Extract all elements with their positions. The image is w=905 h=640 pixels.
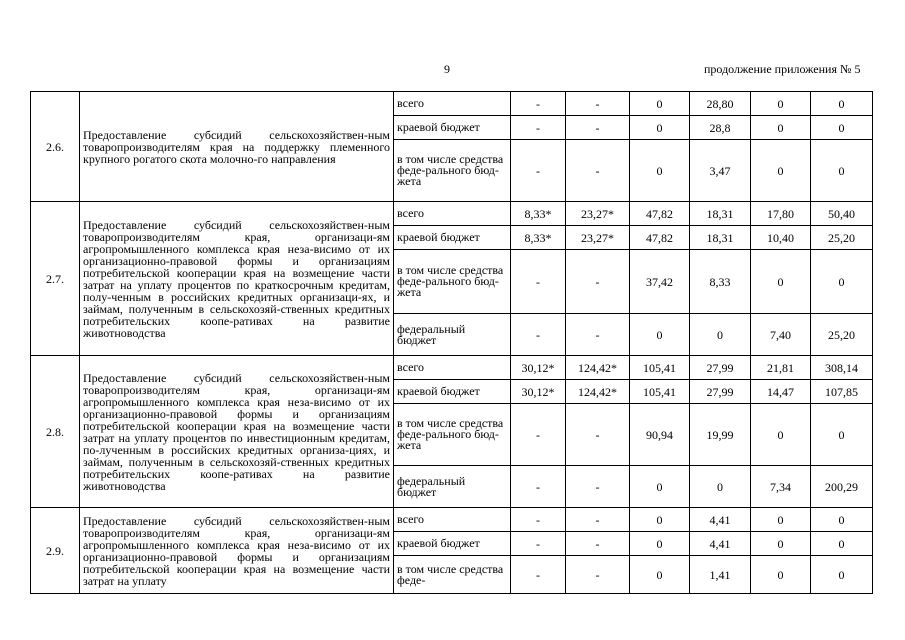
value-cell: 23,27* — [566, 226, 630, 250]
value-cell: 19,99 — [690, 404, 751, 466]
value-cell: 0 — [751, 532, 811, 556]
value-cell: 0 — [751, 140, 811, 202]
value-cell: 17,80 — [751, 202, 811, 226]
value-cell: 7,34 — [751, 466, 811, 508]
value-cell: - — [566, 140, 630, 202]
value-cell: - — [566, 532, 630, 556]
value-cell: 47,82 — [630, 202, 690, 226]
value-cell: 0 — [811, 404, 873, 466]
value-cell: 105,41 — [630, 356, 690, 380]
value-cell: - — [566, 116, 630, 140]
value-cell: 8,33* — [511, 226, 566, 250]
value-cell: - — [511, 314, 566, 356]
item-number: 2.9. — [31, 508, 80, 594]
value-cell: 4,41 — [690, 508, 751, 532]
item-description: Предоставление субсидий сельскохозяйствен-ным товаропроизводителям края, организаци-ям агропромышленного комплекса края неза-висимо от их организационно-правовой формы и организациям потребительской кооперации края на возмещение части затрат на уплату процентов по инвестиционным кредитам, по-лученным в российских кредитных организа-циях, и займам, полученным в сельскохозяй-ственных кредитных потребительских коопе-ративах на развитие животноводства — [80, 356, 394, 508]
value-cell: 3,47 — [690, 140, 751, 202]
value-cell: 90,94 — [630, 404, 690, 466]
value-cell: 28,80 — [690, 92, 751, 116]
value-cell: 0 — [811, 532, 873, 556]
value-cell: 8,33* — [511, 202, 566, 226]
funding-source: краевой бюджет — [394, 532, 511, 556]
item-description: Предоставление субсидий сельскохозяйствен-ным товаропроизводителям края, организаци-ям агропромышленного комплекса края неза-висимо от их организационно-правовой формы и организациям потребительской кооперации края на возмещение части затрат на уплату — [80, 508, 394, 594]
value-cell: 105,41 — [630, 380, 690, 404]
table-row — [31, 356, 873, 380]
value-cell: 0 — [811, 140, 873, 202]
value-cell: 47,82 — [630, 226, 690, 250]
funding-source: в том числе средства феде-рального бюд-жета — [394, 404, 511, 466]
value-cell: 0 — [630, 532, 690, 556]
page-number: 9 — [444, 62, 450, 76]
value-cell: - — [511, 404, 566, 466]
value-cell: 0 — [690, 466, 751, 508]
funding-source: в том числе средства феде-рального бюд-жета — [394, 140, 511, 202]
item-description: Предоставление субсидий сельскохозяйствен-ным товаропроизводителям края, организаци-ям агропромышленного комплекса края неза-висимо от их организационно-правовой формы и организациям потребительской кооперации края на возмещение части затрат на уплату процентов по краткосрочным кредитам, полу-ченным в российских кредитных организаци-ях, и займам, полученным в сельскохозяй-ственных кредитных потребительских коопе-ративах на развитие животноводства — [80, 202, 394, 356]
item-description: Предоставление субсидий сельскохозяйствен-ным товаропроизводителям края на поддержку племенного крупного рогатого скота молочно-го направления — [80, 92, 394, 202]
value-cell: - — [566, 92, 630, 116]
value-cell: 7,40 — [751, 314, 811, 356]
value-cell: - — [566, 404, 630, 466]
funding-source: всего — [394, 92, 511, 116]
value-cell: 0 — [630, 92, 690, 116]
table-row — [31, 92, 873, 116]
value-cell: 23,27* — [566, 202, 630, 226]
value-cell: 4,41 — [690, 532, 751, 556]
value-cell: - — [511, 92, 566, 116]
value-cell: 50,40 — [811, 202, 873, 226]
value-cell: 0 — [751, 508, 811, 532]
value-cell: 27,99 — [690, 356, 751, 380]
value-cell: - — [511, 140, 566, 202]
table-row — [31, 202, 873, 226]
value-cell: 0 — [751, 556, 811, 594]
value-cell: 37,42 — [630, 250, 690, 314]
item-number: 2.7. — [31, 202, 80, 356]
value-cell: 0 — [630, 314, 690, 356]
value-cell: 0 — [811, 250, 873, 314]
funding-source: всего — [394, 356, 511, 380]
value-cell: 0 — [690, 314, 751, 356]
item-number: 2.8. — [31, 356, 80, 508]
funding-source: всего — [394, 508, 511, 532]
funding-source: краевой бюджет — [394, 226, 511, 250]
value-cell: 18,31 — [690, 226, 751, 250]
value-cell: 0 — [630, 140, 690, 202]
value-cell: 0 — [811, 556, 873, 594]
value-cell: 0 — [630, 466, 690, 508]
funding-source: в том числе средства феде- — [394, 556, 511, 594]
funding-source: в том числе средства феде-рального бюд-жета — [394, 250, 511, 314]
value-cell: - — [511, 466, 566, 508]
value-cell: 30,12* — [511, 356, 566, 380]
continuation-note: продолжение приложения № 5 — [704, 62, 861, 76]
value-cell: 0 — [751, 116, 811, 140]
value-cell: 0 — [751, 92, 811, 116]
value-cell: 107,85 — [811, 380, 873, 404]
value-cell: 14,47 — [751, 380, 811, 404]
value-cell: - — [511, 250, 566, 314]
value-cell: 21,81 — [751, 356, 811, 380]
value-cell: 0 — [811, 508, 873, 532]
value-cell: 25,20 — [811, 314, 873, 356]
funding-source: краевой бюджет — [394, 116, 511, 140]
item-number: 2.6. — [31, 92, 80, 202]
value-cell: 0 — [751, 404, 811, 466]
value-cell: 0 — [630, 116, 690, 140]
value-cell: 18,31 — [690, 202, 751, 226]
funding-source: краевой бюджет — [394, 380, 511, 404]
budget-table — [30, 91, 873, 594]
value-cell: 28,8 — [690, 116, 751, 140]
value-cell: 124,42* — [566, 356, 630, 380]
value-cell: - — [511, 508, 566, 532]
value-cell: 0 — [630, 556, 690, 594]
value-cell: 8,33 — [690, 250, 751, 314]
funding-source: федеральный бюджет — [394, 314, 511, 356]
value-cell: 0 — [811, 116, 873, 140]
value-cell: 1,41 — [690, 556, 751, 594]
value-cell: 27,99 — [690, 380, 751, 404]
value-cell: - — [566, 508, 630, 532]
table-row — [31, 508, 873, 532]
value-cell: - — [511, 556, 566, 594]
value-cell: 124,42* — [566, 380, 630, 404]
value-cell: 0 — [811, 92, 873, 116]
value-cell: - — [511, 116, 566, 140]
value-cell: - — [511, 532, 566, 556]
value-cell: 30,12* — [511, 380, 566, 404]
funding-source: всего — [394, 202, 511, 226]
value-cell: 25,20 — [811, 226, 873, 250]
value-cell: - — [566, 250, 630, 314]
value-cell: 308,14 — [811, 356, 873, 380]
value-cell: 200,29 — [811, 466, 873, 508]
value-cell: 0 — [751, 250, 811, 314]
value-cell: - — [566, 314, 630, 356]
value-cell: 0 — [630, 508, 690, 532]
funding-source: федеральный бюджет — [394, 466, 511, 508]
value-cell: - — [566, 556, 630, 594]
value-cell: 10,40 — [751, 226, 811, 250]
value-cell: - — [566, 466, 630, 508]
